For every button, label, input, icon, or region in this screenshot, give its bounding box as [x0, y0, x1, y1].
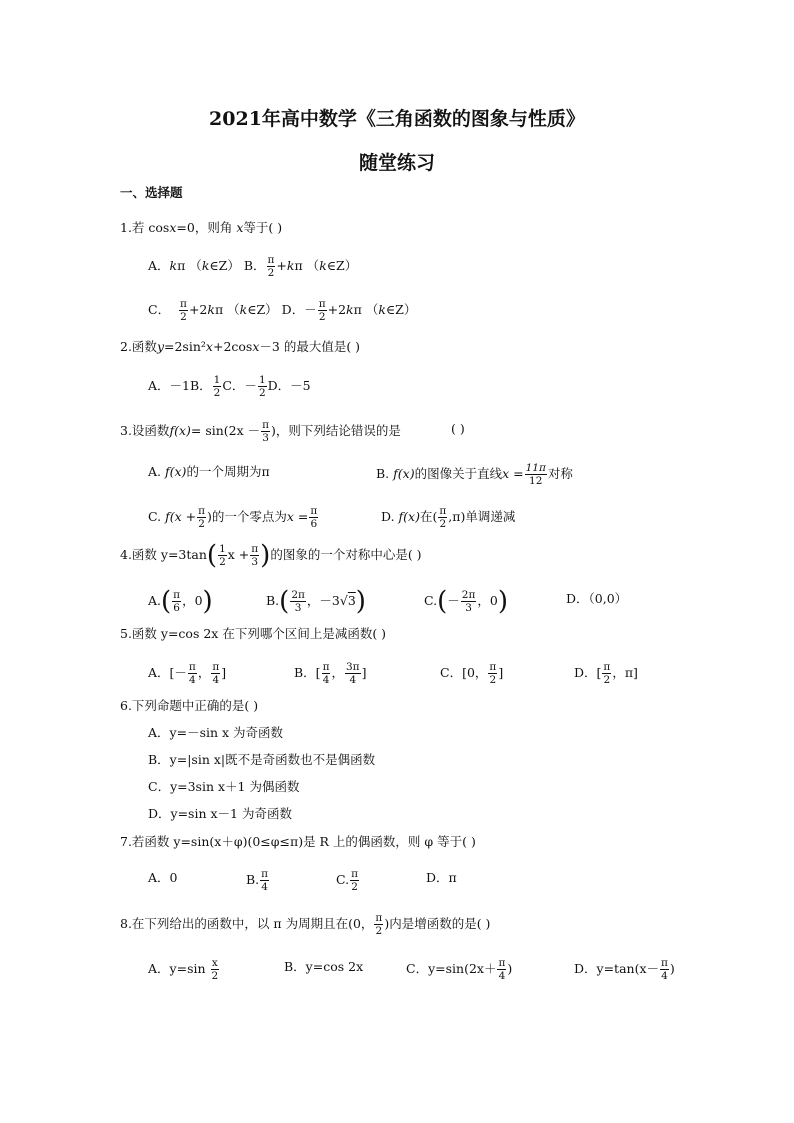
- fraction: $\frac{\pi}{2}$: [351, 868, 358, 893]
- fraction: $\frac{11\pi}{12}$: [525, 462, 546, 487]
- fraction: $\frac{\pi}{2}$: [439, 505, 447, 530]
- fraction: $\frac{2\pi}{3}$: [461, 589, 476, 614]
- fraction: $\frac{\pi}{2}$: [267, 254, 275, 279]
- question-1-options-cd: C． $\frac{\pi}{2}$ +2kπ （k∈Z） D．－ $\frac{\pi}{2}$ +2kπ （k∈Z）: [148, 298, 417, 323]
- question-3-option-d: D. f(x)在( $\frac{\pi}{2}$ ,π)单调递减: [381, 505, 516, 530]
- fraction: $\frac{\pi}{3}$: [262, 419, 270, 444]
- question-3-option-a: A. f(x)的一个周期为π: [148, 464, 270, 479]
- question-5-stem: 5.函数 y=cos 2x 在下列哪个区间上是减函数( ): [120, 626, 387, 641]
- question-2-options: A．－1B． $\frac{1}{2}$ C．－ $\frac{1}{2}$ D．－5: [148, 374, 311, 399]
- page-title: 2021年高中数学《三角函数的图象与性质》: [209, 108, 585, 130]
- question-8-option-c: C．y=sin(2x＋ $\frac{\pi}{4}$ ): [406, 957, 513, 982]
- question-3-option-b: B. f(x)的图像关于直线x = $\frac{11\pi}{12}$ 对称: [376, 462, 573, 487]
- question-2-stem: 2.函数y=2sin²x+2cosx－3 的最大值是( ): [120, 339, 361, 354]
- fraction: $\frac{\pi}{4}$: [661, 957, 668, 982]
- fraction: $\frac{\pi}{4}$: [212, 661, 220, 686]
- question-5-option-b: B．[ $\frac{\pi}{4}$ ， $\frac{3\pi}{4}$ ]: [294, 661, 367, 686]
- question-5-option-c: C．[0， $\frac{\pi}{2}$ ]: [440, 661, 504, 686]
- question-6-option-c: C．y=3sin x＋1 为偶函数: [148, 779, 300, 794]
- question-4-stem: 4.函数 y=3tan( $\frac{1}{2}$ x + $\frac{\pi}{3}$ )的图象的一个对称中心是( ): [120, 540, 422, 571]
- question-4-option-c: C.(－ $\frac{2\pi}{3}$ ，0): [424, 586, 508, 617]
- fraction: $\frac{\pi}{4}$: [261, 868, 269, 893]
- fraction: $\frac{\pi}{2}$: [375, 912, 383, 937]
- question-3-answer-paren: ( ): [451, 421, 465, 436]
- fraction: $\frac{\pi}{4}$: [322, 661, 330, 686]
- fraction: $\frac{\pi}{4}$: [188, 661, 196, 686]
- question-5-option-a: A．[－ $\frac{\pi}{4}$ ， $\frac{\pi}{4}$ ]: [148, 661, 227, 686]
- question-8-option-a: A．y=sin $\frac{x}{2}$: [148, 957, 219, 982]
- question-3-option-c: C. f(x + $\frac{\pi}{2}$ )的一个零点为x = $\frac{\pi}{6}$: [148, 505, 318, 530]
- question-6-option-a: A．y=－sin x 为奇函数: [148, 725, 284, 740]
- question-6-option-d: D．y=sin x－1 为奇函数: [148, 806, 292, 821]
- fraction: $\frac{\pi}{6}$: [310, 505, 318, 530]
- question-7-option-a: A．0: [148, 870, 178, 885]
- question-6-option-b: B．y=|sin x|既不是奇函数也不是偶函数: [148, 752, 376, 767]
- question-1-options-ab: A．kπ （k∈Z） B． $\frac{\pi}{2}$ +kπ （k∈Z）: [148, 254, 358, 279]
- sqrt-symbol: √: [339, 593, 348, 608]
- fraction: $\frac{\pi}{2}$: [198, 505, 205, 530]
- fraction: $\frac{1}{2}$: [219, 543, 226, 568]
- question-3-stem: 3.设函数f(x)= sin(2x － $\frac{\pi}{3}$ )，则下列结论错误的是: [120, 419, 401, 444]
- question-4-option-d: D．（0,0）: [566, 591, 628, 606]
- page-subtitle: 随堂练习: [358, 152, 435, 174]
- question-6-stem: 6.下列命题中正确的是( ): [120, 698, 259, 713]
- question-7-option-d: D．π: [426, 870, 457, 885]
- question-7-option-b: B. $\frac{\pi}{4}$: [246, 868, 269, 893]
- fraction: $\frac{3\pi}{4}$: [346, 661, 360, 686]
- fraction: $\frac{1}{2}$: [258, 374, 266, 399]
- question-7-stem: 7.若函数 y=sin(x＋φ)(0≤φ≤π)是 R 上的偶函数，则 φ 等于( ): [120, 834, 476, 849]
- section-heading: 一、选择题: [120, 185, 183, 200]
- question-4-option-a: A.( $\frac{\pi}{6}$ ，0): [148, 586, 213, 617]
- fraction: $\frac{\pi}{2}$: [489, 661, 497, 686]
- question-8-stem: 8.在下列给出的函数中，以 π 为周期且在(0， $\frac{\pi}{2}$ )内是增函数的是( ): [120, 912, 491, 937]
- fraction: $\frac{\pi}{4}$: [498, 957, 506, 982]
- question-7-option-c: C. $\frac{\pi}{2}$: [336, 868, 358, 893]
- question-5-option-d: D．[ $\frac{\pi}{2}$ ，π]: [574, 661, 638, 686]
- question-4-option-b: B.( $\frac{2\pi}{3}$ ，－3√3): [266, 586, 366, 617]
- question-8-option-d: D．y=tan(x－ $\frac{\pi}{4}$ ): [574, 957, 675, 982]
- fraction: $\frac{x}{2}$: [211, 957, 219, 982]
- fraction: $\frac{\pi}{3}$: [251, 543, 259, 568]
- fraction: $\frac{\pi}{6}$: [173, 589, 181, 614]
- fraction: $\frac{\pi}{2}$: [318, 298, 326, 323]
- fraction: $\frac{\pi}{2}$: [180, 298, 187, 323]
- fraction: $\frac{2\pi}{3}$: [291, 589, 305, 614]
- question-1-stem: 1.若 cosx=0，则角 x等于( ): [120, 220, 283, 235]
- question-8-option-b: B．y=cos 2x: [284, 959, 364, 974]
- fraction: $\frac{1}{2}$: [213, 374, 221, 399]
- fraction: $\frac{\pi}{2}$: [603, 661, 611, 686]
